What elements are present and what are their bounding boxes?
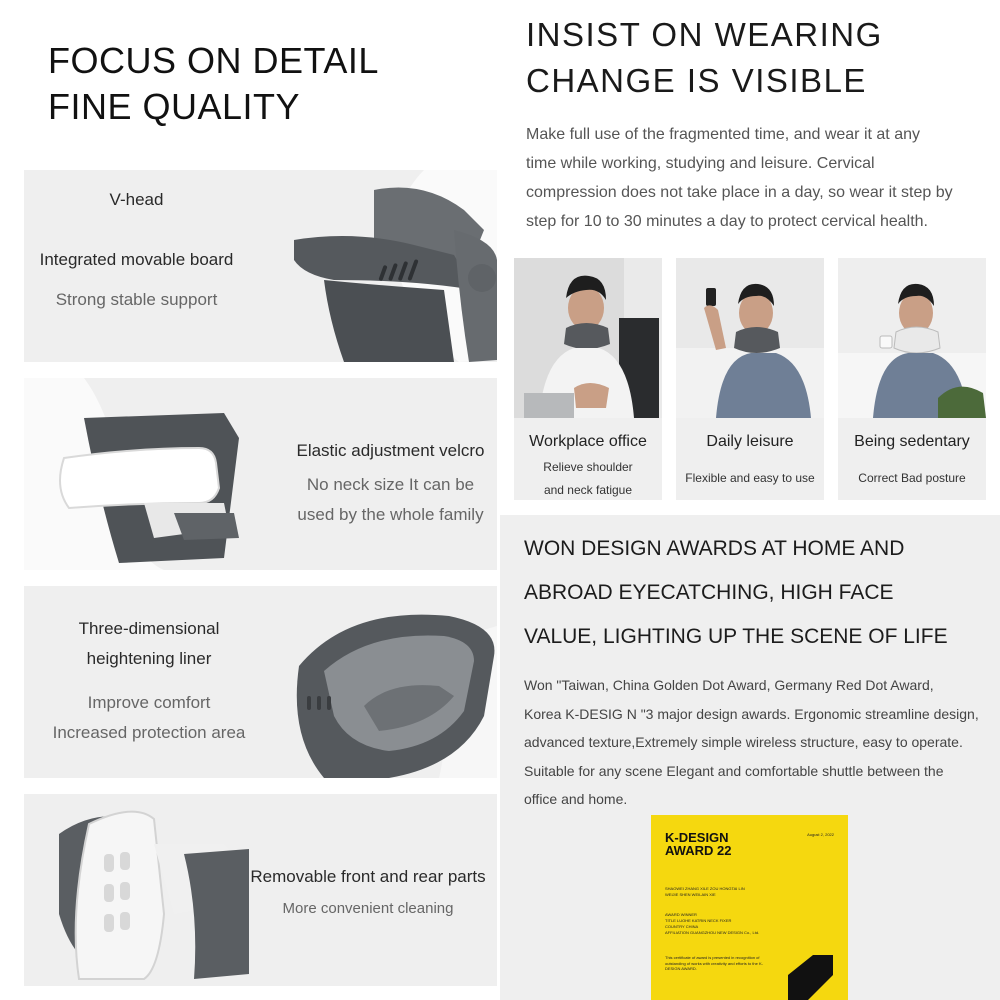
liner-label-2: heightening liner [86, 649, 212, 668]
detail-panel-vhead [24, 170, 497, 362]
sedentary-title: Being sedentary [854, 433, 970, 450]
detail-panel-removable [24, 794, 497, 986]
leisure-photo [676, 258, 824, 418]
office-photo [514, 258, 662, 418]
certificate-names [665, 886, 835, 898]
certificate-info-line: AWARD WINNER [665, 912, 697, 917]
removable-text [239, 862, 497, 924]
wearing-paragraph-line: Make full use of the fragmented time, and wear it at any [526, 126, 920, 143]
wearing-paragraph-line: compression does not take place in a day, so wear it step by [526, 184, 953, 201]
removable-label: Removable front and rear parts [250, 867, 486, 886]
awards-paragraph-line: Suitable for any scene Elegant and comfortable shuttle between the [524, 762, 944, 779]
awards-heading-line: WON DESIGN AWARDS AT HOME AND [524, 537, 905, 560]
awards-paragraph-line: Korea K-DESIG N "3 major design awards. Ergonomic streamline design, [524, 705, 979, 722]
scene-card-office [514, 258, 662, 500]
velcro-text [284, 436, 497, 530]
k-design-logo-icon [788, 955, 833, 1000]
velcro-sub-2: used by the whole family [297, 505, 484, 524]
scene-card-sedentary [838, 258, 986, 500]
certificate-names-line: SHAOWEI ZHANG XILE ZOU HONGTAI LIN [665, 886, 745, 891]
certificate-title: K-DESIGN AWARD 22 [665, 830, 732, 858]
office-sub-2: and neck fatigue [543, 483, 633, 497]
awards-heading [524, 527, 994, 659]
vhead-text [24, 185, 249, 315]
leisure-sub: Flexible and easy to use [685, 471, 815, 485]
liner-sub-2: Increased protection area [52, 723, 246, 742]
liner-product-image [269, 586, 497, 778]
removable-product-image [24, 794, 254, 986]
certificate-date: August 2, 2022 [807, 832, 834, 837]
certificate-info-line: AFFILIATION GUANGZHOU NEW DESIGN Co., Ltd. [665, 930, 760, 935]
certificate-info [665, 912, 835, 936]
k-design-certificate [651, 815, 848, 1000]
vhead-label: V-head [109, 190, 164, 209]
certificate-names-line: WEIJIE SHEN WEILAIN XIE [665, 892, 716, 897]
detail-panel-liner [24, 586, 497, 778]
removable-sub: More convenient cleaning [282, 900, 454, 917]
detail-panel-velcro [24, 378, 497, 570]
velcro-product-image [24, 378, 284, 570]
left-title-line1: FOCUS ON DETAIL [48, 40, 379, 81]
certificate-info-line: TITLE LUOHE KATRIN NECK FIXER [665, 918, 732, 923]
awards-paragraph [524, 671, 994, 814]
vhead-product-image [254, 170, 497, 362]
awards-paragraph-line: advanced texture,Extremely simple wireless structure, easy to operate. [524, 734, 963, 751]
liner-text [39, 614, 259, 748]
wearing-paragraph-line: time while working, studying and leisure. Cervical [526, 155, 875, 172]
wearing-paragraph [526, 120, 986, 236]
sedentary-sub: Correct Bad posture [858, 471, 966, 485]
certificate-info-line: COUNTRY CHINA [665, 924, 699, 929]
stable-support-sub: Strong stable support [55, 290, 218, 309]
awards-heading-line: ABROAD EYECATCHING, HIGH FACE [524, 581, 894, 604]
wearing-paragraph-line: step for 10 to 30 minutes a day to protect cervical health. [526, 213, 928, 230]
office-title: Workplace office [529, 433, 647, 450]
left-title-line2: FINE QUALITY [48, 86, 301, 127]
office-sub-1: Relieve shoulder [543, 460, 633, 474]
liner-sub-1: Improve comfort [87, 693, 211, 712]
awards-paragraph-line: office and home. [524, 791, 628, 808]
right-title-line1: INSIST ON WEARING [526, 16, 883, 53]
awards-heading-line: VALUE, LIGHTING UP THE SCENE OF LIFE [524, 625, 948, 648]
left-page-title [48, 38, 488, 130]
velcro-label: Elastic adjustment velcro [296, 441, 485, 460]
scene-card-leisure [676, 258, 824, 500]
sedentary-photo [838, 258, 986, 418]
velcro-sub-1: No neck size It can be [306, 475, 475, 494]
movable-board-label: Integrated movable board [39, 250, 234, 269]
awards-paragraph-line: Won "Taiwan, China Golden Dot Award, Germany Red Dot Award, [524, 677, 934, 693]
leisure-title: Daily leisure [706, 433, 794, 450]
right-page-title [526, 12, 986, 104]
liner-label-1: Three-dimensional [78, 619, 220, 638]
certificate-note: This certificate of award is presented in recognition of outstanding of works with creativity and efforts to the K-DESIGN AWARD. [665, 955, 763, 971]
right-title-line2: CHANGE IS VISIBLE [526, 62, 867, 99]
